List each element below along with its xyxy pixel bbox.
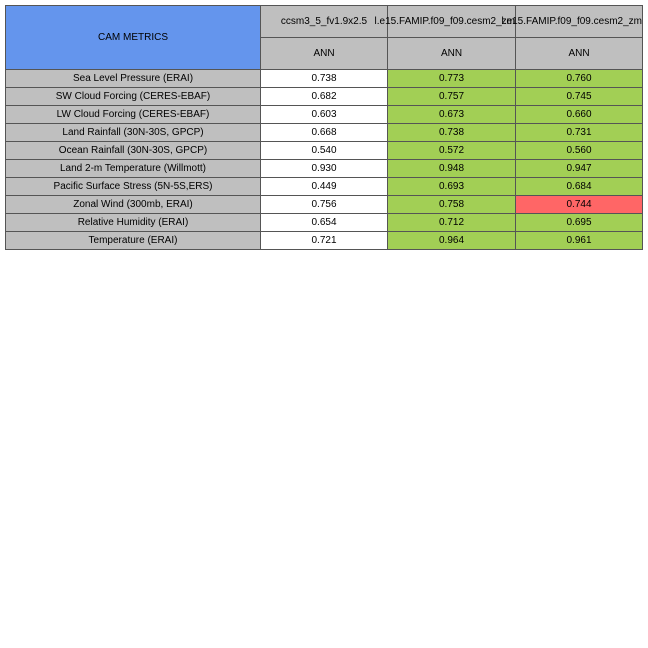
subheader-1: ANN — [261, 38, 388, 70]
metric-cell: 0.721 — [261, 232, 388, 250]
row-label: Zonal Wind (300mb, ERAI) — [6, 196, 261, 214]
metric-cell: 0.961 — [516, 232, 643, 250]
metric-cell: 0.745 — [516, 88, 643, 106]
subheader-3: ANN — [516, 38, 643, 70]
metric-cell: 0.948 — [388, 160, 516, 178]
table-row — [6, 70, 643, 88]
metric-cell: 0.572 — [388, 142, 516, 160]
row-label: Land Rainfall (30N-30S, GPCP) — [6, 124, 261, 142]
metric-cell: 0.693 — [388, 178, 516, 196]
metric-cell: 0.930 — [261, 160, 388, 178]
metric-cell: 0.603 — [261, 106, 388, 124]
metric-cell: 0.738 — [388, 124, 516, 142]
column-header-2: l.e15.FAMIP.f09_f09.cesm2_zm — [388, 6, 516, 38]
metric-cell: 0.695 — [516, 214, 643, 232]
metric-cell: 0.560 — [516, 142, 643, 160]
metrics-table — [5, 5, 643, 250]
metrics-body — [6, 70, 643, 250]
table-row — [6, 124, 643, 142]
metric-cell: 0.773 — [388, 70, 516, 88]
table-row — [6, 232, 643, 250]
metric-cell: 0.682 — [261, 88, 388, 106]
metric-cell: 0.760 — [516, 70, 643, 88]
row-label: Sea Level Pressure (ERAI) — [6, 70, 261, 88]
subheader-2: ANN — [388, 38, 516, 70]
table-row — [6, 160, 643, 178]
table-row — [6, 178, 643, 196]
metric-cell: 0.668 — [261, 124, 388, 142]
metric-cell: 0.712 — [388, 214, 516, 232]
metric-cell: 0.757 — [388, 88, 516, 106]
metric-cell: 0.449 — [261, 178, 388, 196]
table-row — [6, 214, 643, 232]
row-label: Relative Humidity (ERAI) — [6, 214, 261, 232]
row-label: LW Cloud Forcing (CERES-EBAF) — [6, 106, 261, 124]
row-label: Ocean Rainfall (30N-30S, GPCP) — [6, 142, 261, 160]
metric-cell: 0.756 — [261, 196, 388, 214]
row-label: Land 2-m Temperature (Willmott) — [6, 160, 261, 178]
metric-cell: 0.964 — [388, 232, 516, 250]
metric-cell: 0.744 — [516, 196, 643, 214]
table-row — [6, 106, 643, 124]
metric-cell: 0.731 — [516, 124, 643, 142]
table-row — [6, 142, 643, 160]
metric-cell: 0.673 — [388, 106, 516, 124]
metric-cell: 0.684 — [516, 178, 643, 196]
metric-cell: 0.947 — [516, 160, 643, 178]
column-header-1: ccsm3_5_fv1.9x2.5 — [261, 6, 388, 38]
row-label: SW Cloud Forcing (CERES-EBAF) — [6, 88, 261, 106]
metric-cell: 0.540 — [261, 142, 388, 160]
metric-cell: 0.654 — [261, 214, 388, 232]
table-row — [6, 196, 643, 214]
metric-cell: 0.738 — [261, 70, 388, 88]
table-title: CAM METRICS — [6, 6, 261, 70]
metric-cell: 0.758 — [388, 196, 516, 214]
row-label: Pacific Surface Stress (5N-5S,ERS) — [6, 178, 261, 196]
header-row — [6, 6, 643, 38]
table-row — [6, 88, 643, 106]
row-label: Temperature (ERAI) — [6, 232, 261, 250]
column-header-3: l.e15.FAMIP.f09_f09.cesm2_zm — [516, 6, 643, 38]
metric-cell: 0.660 — [516, 106, 643, 124]
